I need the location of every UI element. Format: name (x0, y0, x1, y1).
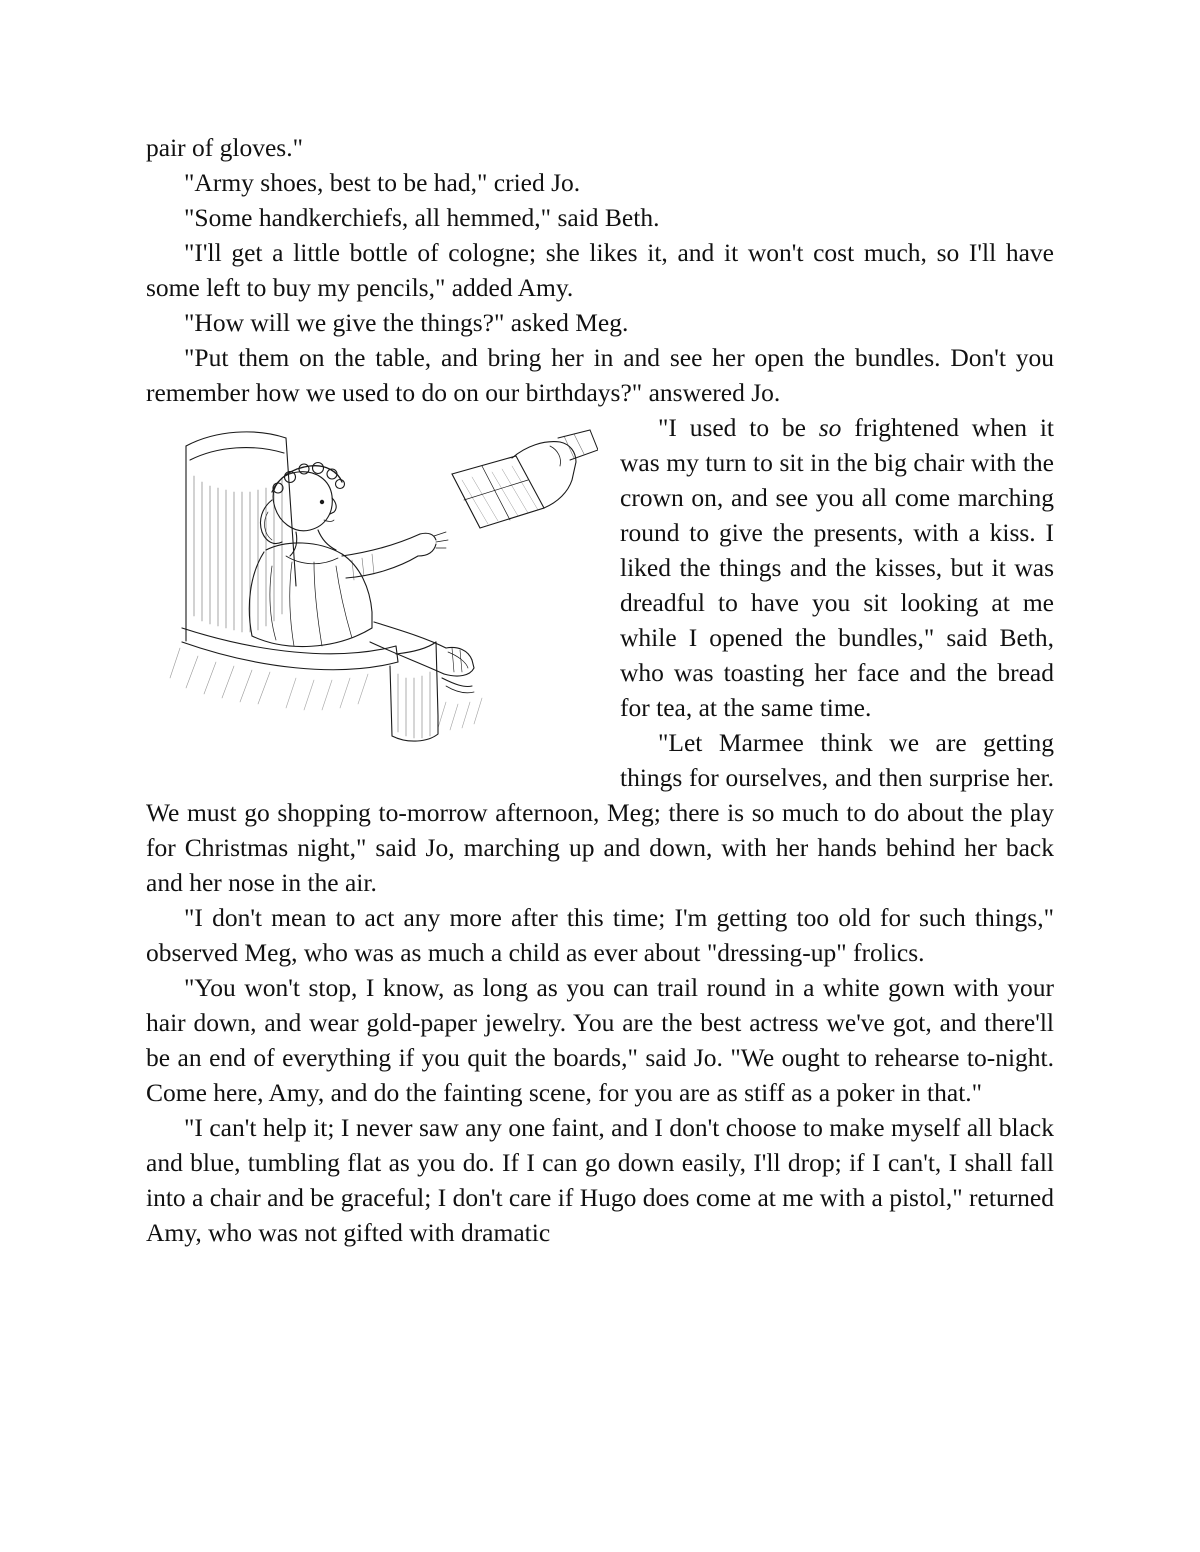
paragraph: "Army shoes, best to be had," cried Jo. (184, 168, 581, 197)
paragraph: "Let Marmee think we are getting things for ourselves, and then surprise her. We must go shopping to-morrow afternoon, Meg; there is so much to do about the play for Christmas night," said Jo, marching up and down, with her hands behind her back and her nose in the air. (146, 728, 1054, 897)
paragraph: "Put them on the table, and bring her in and see her open the bundles. Don't you remember how we used to do on our birthdays?" answered Jo. (146, 343, 1054, 407)
paragraph-text-before-italic: "I used to be (658, 413, 819, 442)
girl-in-chair-illustration (146, 416, 598, 778)
italic-emphasis: so (818, 413, 842, 442)
paragraph: "I'll get a little bottle of cologne; she likes it, and it won't cost much, so I'll have some left to buy my pencils," added Amy. (146, 238, 1054, 302)
paragraph: "I don't mean to act any more after this time; I'm getting too old for such things," observed Meg, who was as much a child as ever about "dressing-up" frolics. (146, 903, 1054, 967)
paragraph: "Some handkerchiefs, all hemmed," said Beth. (184, 203, 660, 232)
page-body (146, 130, 1054, 1250)
paragraph: "You won't stop, I know, as long as you can trail round in a white gown with your hair down, and wear gold-paper jewelry. You are the best actress we've got, and there'll be an end of everything if you quit the boards," said Jo. "We ought to rehearse to-night. Come here, Amy, and do the fainting scene, for you are as stiff as a poker in that." (146, 973, 1054, 1107)
paragraph: "How will we give the things?" asked Meg. (184, 308, 629, 337)
paragraph-text-after-italic: frightened when it was my turn to sit in the big chair with the crown on, and see you all come marching round to give the presents, with a kiss. I liked the things and the kisses, but it was dreadful to have you sit looking at me while I opened the bundles," said Beth, who was toasting her face and the bread for tea, at the same time. (620, 413, 1054, 722)
illustration-figure (146, 416, 598, 778)
paragraph: "I can't help it; I never saw any one faint, and I don't choose to make myself all black and blue, tumbling flat as you do. If I can go down easily, I'll drop; if I can't, I shall fall into a chair and be graceful; I don't care if Hugo does come at me with a pistol," returned Amy, who was not gifted with dramatic (146, 1113, 1054, 1247)
paragraph: pair of gloves." (146, 133, 303, 162)
